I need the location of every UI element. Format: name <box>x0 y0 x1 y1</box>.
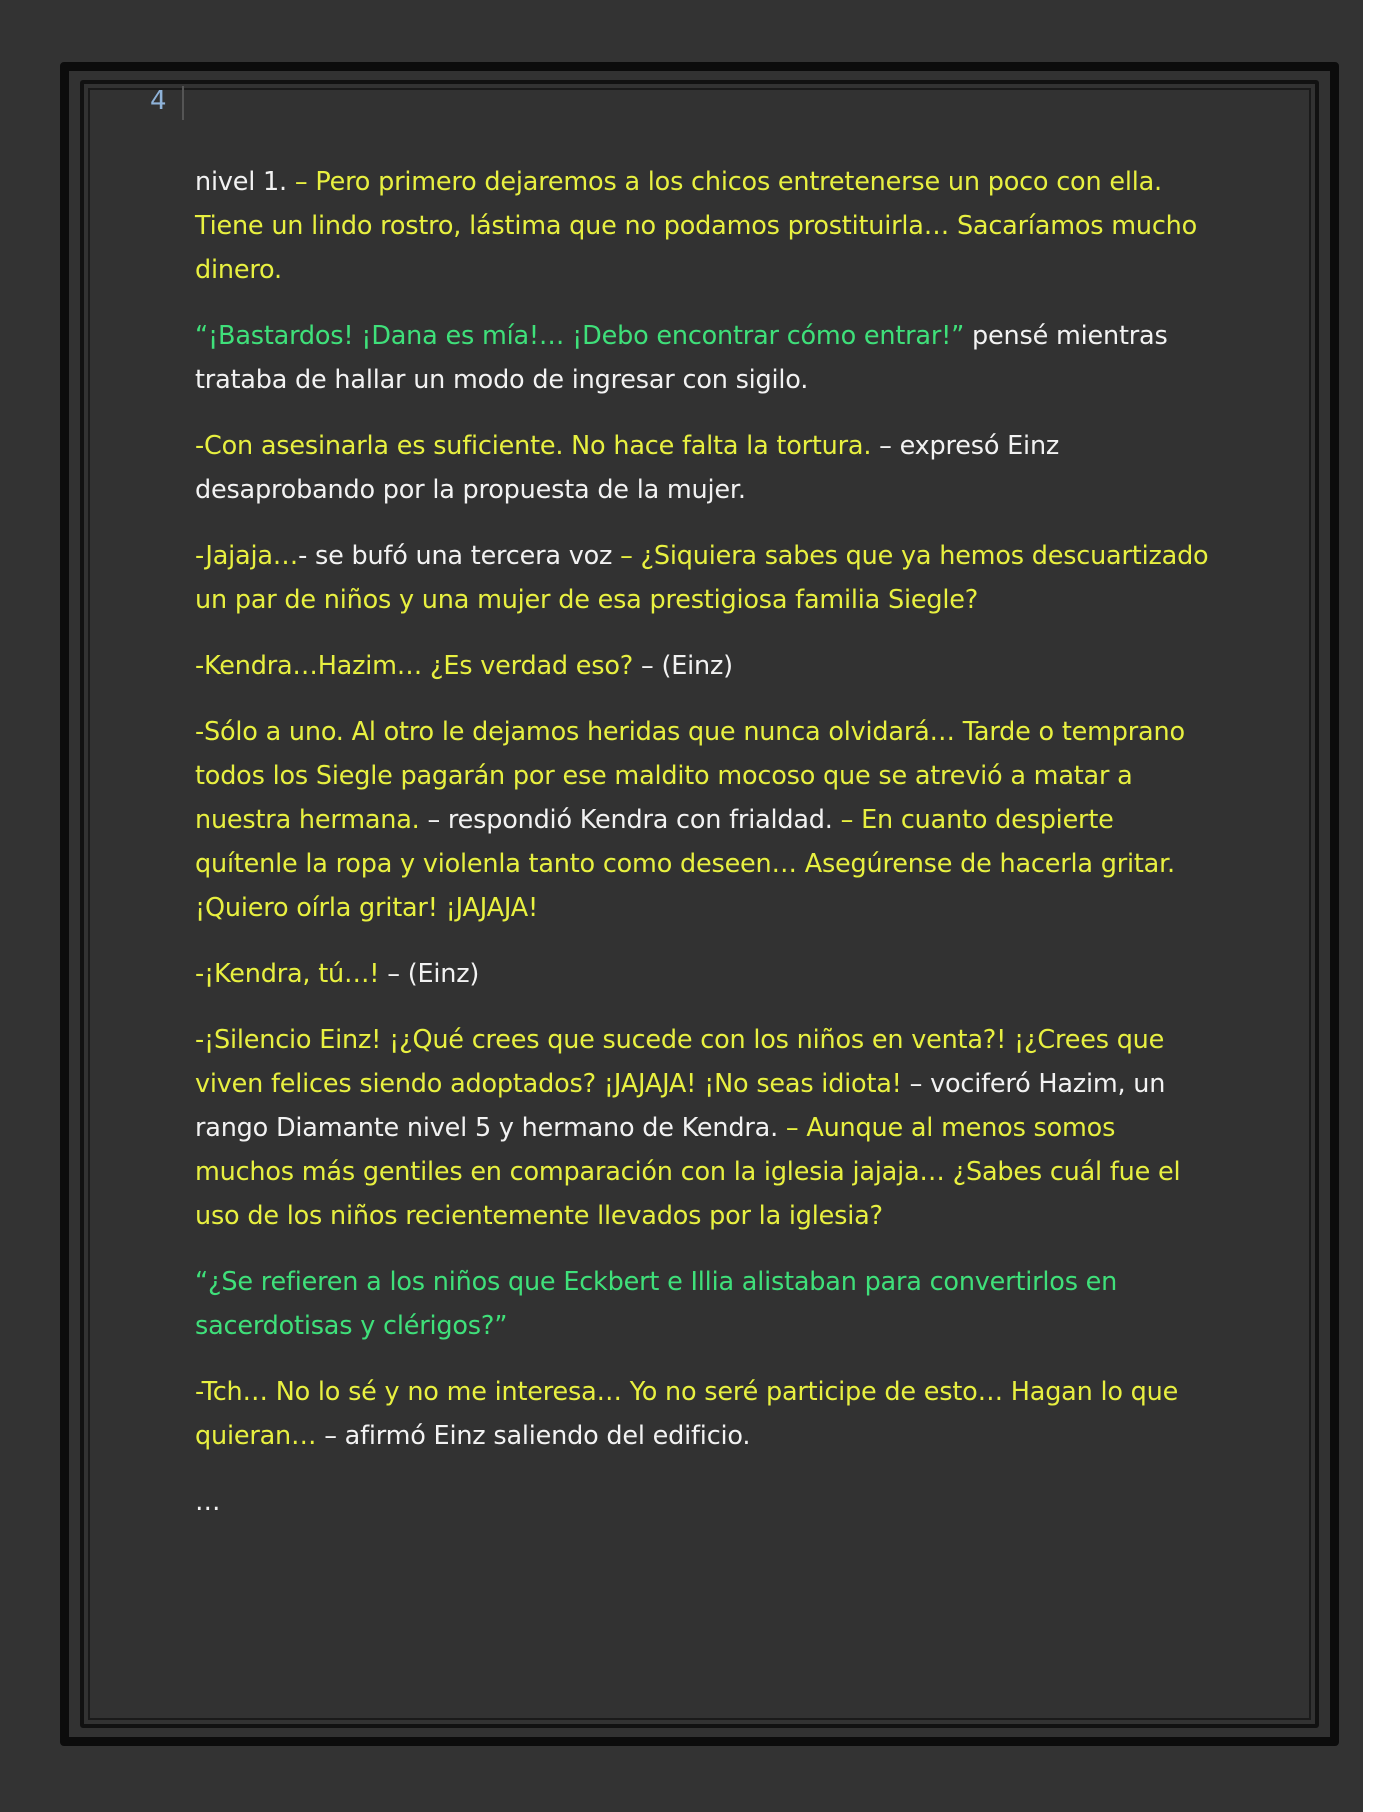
dialogue-text: -Jajaja… <box>195 541 299 571</box>
narration-text: - se bufó una tercera voz <box>298 541 621 571</box>
paragraph <box>195 1018 1210 1238</box>
narration-text: – (Einz) <box>379 959 480 989</box>
dialogue-text: -Sólo a uno. Al otro le dejamos heridas que nunca olvidará… Tarde o temprano todos los Siegle pagarán por ese maldito mocoso que se atrevió a matar a nuestra hermana. <box>195 717 1185 835</box>
dialogue-text: – Pero primero dejaremos a los chicos entretenerse un poco con ella. Tiene un lindo rostro, lástima que no podamos prostituirla… Sacaríamos mucho dinero. <box>195 167 1198 285</box>
paragraph <box>195 424 1210 512</box>
dialogue-text: -¡Silencio Einz! ¡¿Qué crees que sucede con los niños en venta?! ¡¿Crees que viven felices siendo adoptados? ¡JAJAJA! ¡No seas idiota! <box>195 1025 1165 1099</box>
dialogue-text: – ¿Siquiera sabes que ya hemos descuartizado un par de niños y una mujer de esa prestigiosa familia Siegle? <box>195 541 1209 615</box>
paragraph <box>195 644 1210 688</box>
narration-text: pensé mientras trataba de hallar un modo de ingresar con sigilo. <box>195 321 1168 395</box>
dialogue-text: -Con asesinarla es suficiente. No hace falta la tortura. <box>195 431 872 461</box>
thought-text: “¿Se refieren a los niños que Eckbert e Illia alistaban para convertirlos en sacerdotisas y clérigos?” <box>195 1267 1118 1341</box>
page-number: 4 <box>150 86 167 116</box>
dialogue-text: -Kendra…Hazim… ¿Es verdad eso? <box>195 651 634 681</box>
dialogue-text: -Tch… No lo sé y no me interesa… Yo no seré participe de esto… Hagan lo que quieran… <box>195 1377 1179 1451</box>
page-number-divider <box>182 86 184 120</box>
page-edge <box>1363 0 1400 1812</box>
paragraph <box>195 160 1210 292</box>
thought-text: “¡Bastardos! ¡Dana es mía!… ¡Debo encontrar cómo entrar!” <box>195 321 965 351</box>
narration-text: – vociferó Hazim, un rango Diamante nivel 5 y hermano de Kendra. <box>195 1069 1166 1143</box>
paragraph <box>195 534 1210 622</box>
paragraph <box>195 710 1210 930</box>
paragraph <box>195 1260 1210 1348</box>
dialogue-text: -¡Kendra, tú…! <box>195 959 380 989</box>
dialogue-text: – Aunque al menos somos muchos más gentiles en comparación con la iglesia jajaja… ¿Sabes cuál fue el uso de los niños recientemente llevados por la iglesia? <box>195 1113 1181 1231</box>
paragraph <box>195 1480 1210 1524</box>
narration-text: – respondió Kendra con frialdad. <box>419 805 841 835</box>
story-text <box>195 160 1210 1546</box>
paragraph <box>195 952 1210 996</box>
dialogue-text: – En cuanto despierte quítenle la ropa y violenla tanto como deseen… Asegúrense de hacerla gritar. ¡Quiero oírla gritar! ¡JAJAJA! <box>195 805 1175 923</box>
narration-text: – (Einz) <box>633 651 733 681</box>
paragraph <box>195 314 1210 402</box>
paragraph <box>195 1370 1210 1458</box>
narration-text: – afirmó Einz saliendo del edificio. <box>316 1421 751 1451</box>
narration-text: nivel 1. <box>195 167 295 197</box>
narration-text: – expresó Einz desaprobando por la propuesta de la mujer. <box>195 431 1060 505</box>
narration-text: … <box>195 1487 221 1517</box>
